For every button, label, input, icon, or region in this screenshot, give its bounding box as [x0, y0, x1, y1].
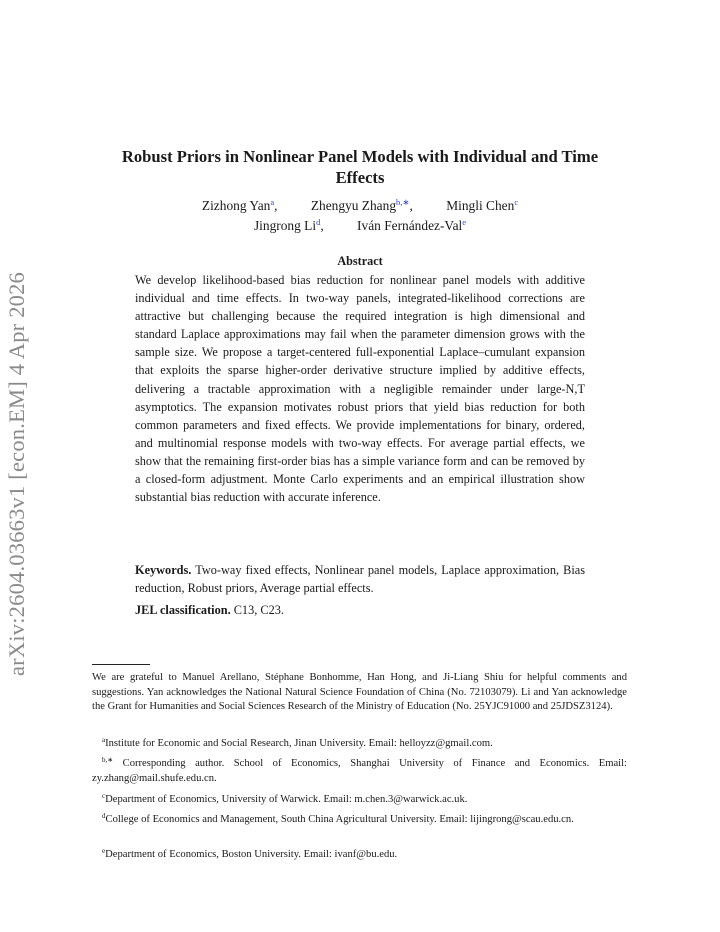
author: Mingli Chen$^c$ — [446, 197, 519, 213]
arxiv-identifier: arXiv:2604.03663v1 [econ.EM] 4 Apr 2026 — [4, 272, 29, 676]
author-list-row-2 — [96, 217, 624, 235]
footnote-divider — [92, 664, 150, 665]
affiliation-link[interactable]: c — [514, 197, 519, 207]
keywords-section — [135, 561, 585, 597]
affiliation-footnote: $^c$Department of Economics, University of Warwick. Email: m.chen.3@warwick.ac.uk. — [102, 792, 468, 805]
affiliation-link[interactable]: e — [462, 217, 467, 227]
author: Zhengyu Zhang$^{b,∗}$, — [310, 197, 413, 213]
affiliation-footnote: $^a$Institute for Economic and Social Research, Jinan University. Email: helloyzz@gmail.com. — [102, 736, 493, 749]
acknowledgement-footnote: We are grateful to Manuel Arellano, Stéphane Bonhomme, Han Hong, and Ji-Liang Shiu for helpful comments and suggestions. Yan acknowledges the National Natural Science Foundation of China (No. 72103079). Li and Yan acknowledge the Grant for Humanities and Social Sciences Research of the Ministry of Education (No. 25YJC91000 and 25JDSZ3124). — [92, 672, 627, 713]
author: Iván Fernández-Val$^e$ — [357, 217, 467, 233]
affiliation-footnote: $^d$College of Economics and Management, South China Agricultural University. Email: lijingrong@scau.edu.cn. — [102, 812, 574, 825]
affiliation-link[interactable]: b,∗ — [396, 197, 410, 207]
abstract-heading: Abstract — [337, 254, 383, 268]
keywords-text: Two-way fixed effects, Nonlinear panel models, Laplace approximation, Bias reduction, Robust priors, Average partial effects. — [135, 563, 585, 596]
affiliation-footnote: $^{b,∗}$ Corresponding author. School of Economics, Shanghai University of Finance and Economics. Email: zy.zhang@mail.shufe.edu.cn. — [92, 756, 627, 784]
jel-text: C13, C23. — [233, 603, 284, 617]
affiliation-link[interactable]: d — [316, 217, 321, 227]
author-list-row-1 — [96, 197, 624, 215]
affiliation-footnote: $^e$Department of Economics, Boston University. Email: ivanf@bu.edu. — [102, 847, 398, 860]
keywords-label: Keywords. — [135, 563, 192, 577]
affiliation-link[interactable]: a — [270, 197, 275, 207]
jel-section — [135, 601, 585, 619]
paper-title: Robust Priors in Nonlinear Panel Models with Individual and Time Effects — [121, 147, 599, 187]
author: Zizhong Yan$^a$, — [201, 197, 278, 213]
abstract-text: We develop likelihood-based bias reduction for nonlinear panel models with additive individual and time effects. In two-way panels, integrated-likelihood corrections are attractive but challenging because the required integration is high dimensional and standard Laplace approximations may fail when the parameter dimension grows with the sample size. We propose a target-centered full-exponential Laplace–cumulant expansion that exploits the sparse higher-order derivative structure implied by additive effects, delivering a tractable approximation with a negligible remainder under large-N,T asymptotics. The expansion motivates robust priors that yield bias reduction for both common parameters and fixed effects. We provide implementations for binary, ordered, and multinomial response models with two-way effects. For average partial effects, we show that the remaining first-order bias has a simple variance form and can be removed by a closed-form adjustment. Monte Carlo experiments and an empirical illustration show substantial bias reduction with accurate inference. — [135, 273, 585, 505]
jel-label: JEL classification. — [135, 603, 231, 617]
author: Jingrong Li$^d$, — [253, 217, 324, 233]
